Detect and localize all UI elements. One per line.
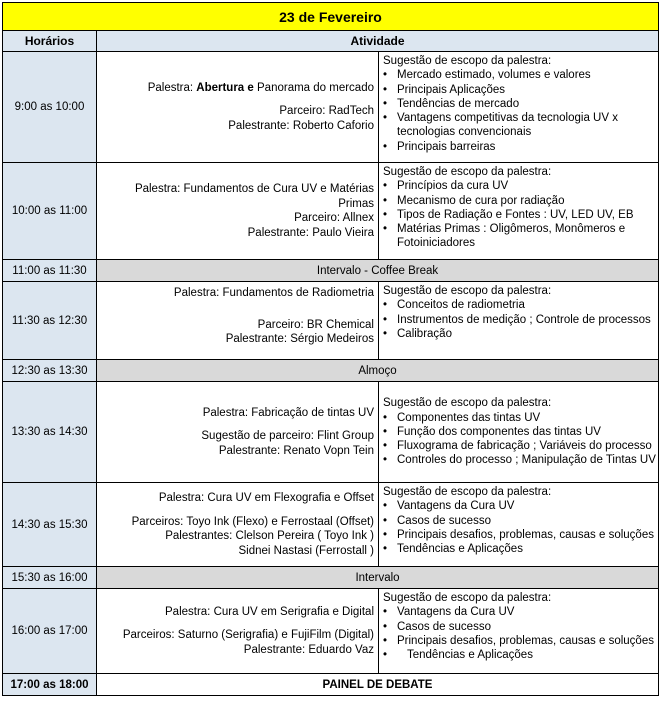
talk-partner: Parceiros: Saturno (Serigrafia) e FujiFilm (Digital) bbox=[122, 629, 374, 642]
talk-speaker: Palestrante: Sérgio Medeiros bbox=[225, 333, 374, 345]
scope-cell bbox=[379, 282, 659, 360]
schedule-row bbox=[3, 674, 659, 696]
scope-list bbox=[383, 605, 658, 662]
talk-cell bbox=[97, 282, 379, 360]
list-item: • Princípios da cura UV bbox=[383, 179, 658, 193]
talk-cell bbox=[97, 483, 379, 567]
list-item: • Casos de sucesso bbox=[383, 620, 658, 634]
list-item: • Fluxograma de fabricação ; Variáveis do processo bbox=[383, 439, 658, 453]
scope-heading: Sugestão de escopo da palestra: bbox=[383, 397, 552, 410]
talk-partner: Parceiros: Toyo Ink (Flexo) e Ferrostaal (Offset) bbox=[131, 515, 374, 528]
talk-speaker-2: Sidnei Nastasi (Ferrostall ) bbox=[238, 544, 374, 557]
talk-title: Palestra: Fundamentos de Radiometria bbox=[173, 287, 374, 299]
time-slot: 11:00 as 11:30 bbox=[3, 260, 97, 282]
header-activity: Atividade bbox=[97, 31, 659, 52]
list-item: • Mecanismo de cura por radiação bbox=[383, 194, 658, 208]
talk-speaker: Palestrante: Paulo Vieira bbox=[247, 226, 374, 239]
time-slot: 16:00 as 17:00 bbox=[3, 589, 97, 674]
talk-speaker: Palestrante: Renato Vopn Tein bbox=[218, 444, 374, 457]
list-item: • Principais desafios, problemas, causas e soluções bbox=[383, 528, 658, 542]
list-item: • Principais barreiras bbox=[383, 140, 658, 154]
talk-cell bbox=[97, 52, 379, 163]
scope-list bbox=[383, 68, 658, 154]
talk-title: Palestra: Abertura e Panorama do mercado bbox=[147, 81, 374, 94]
scope-heading: Sugestão de escopo da palestra: bbox=[383, 285, 552, 297]
schedule-row bbox=[3, 567, 659, 589]
list-item: • Principais Aplicações bbox=[383, 83, 658, 97]
scope-cell bbox=[379, 483, 659, 567]
schedule-row bbox=[3, 360, 659, 382]
schedule-row bbox=[3, 52, 659, 163]
schedule-row bbox=[3, 382, 659, 483]
scope-heading: Sugestão de escopo da palestra: bbox=[383, 166, 552, 178]
schedule-table bbox=[2, 2, 659, 696]
talk-cell bbox=[97, 589, 379, 674]
time-slot: 13:30 as 14:30 bbox=[3, 382, 97, 483]
list-item: • Mercado estimado, volumes e valores bbox=[383, 68, 658, 82]
list-item: • Matérias Primas : Oligômeros, Monômeros e Fotoiniciadores bbox=[383, 222, 658, 251]
break-label: Intervalo bbox=[97, 567, 659, 589]
list-item: • Tendências e Aplicações bbox=[383, 648, 658, 662]
scope-heading: Sugestão de escopo da palestra: bbox=[383, 592, 552, 604]
talk-cell bbox=[97, 163, 379, 260]
break-label: Intervalo - Coffee Break bbox=[97, 260, 659, 282]
list-item: • Componentes das tintas UV bbox=[383, 411, 658, 425]
schedule-row bbox=[3, 163, 659, 260]
list-item: • Casos de sucesso bbox=[383, 514, 658, 528]
scope-cell bbox=[379, 52, 659, 163]
talk-partner: Parceiro: Allnex bbox=[294, 212, 374, 224]
talk-title: Palestra: Fabricação de tintas UV bbox=[202, 406, 374, 419]
list-item: • Vantagens competitivas da tecnologia UV x tecnologias convencionais bbox=[383, 111, 658, 140]
list-item: • Função dos componentes das tintas UV bbox=[383, 425, 658, 439]
list-item: • Tendências e Aplicações bbox=[383, 542, 658, 556]
scope-cell bbox=[379, 589, 659, 674]
list-item: • Vantagens da Cura UV bbox=[383, 499, 658, 513]
scope-cell bbox=[379, 163, 659, 260]
list-item: • Instrumentos de medição ; Controle de processos bbox=[383, 313, 658, 327]
schedule-row bbox=[3, 260, 659, 282]
talk-cell bbox=[97, 382, 379, 483]
list-item: • Conceitos de radiometria bbox=[383, 298, 658, 312]
scope-list bbox=[383, 179, 658, 250]
list-item: • Calibração bbox=[383, 327, 658, 341]
schedule-row bbox=[3, 589, 659, 674]
scope-heading: Sugestão de escopo da palestra: bbox=[383, 55, 552, 67]
talk-speaker: Palestrantes: Clelson Pereira ( Toyo Ink ) bbox=[165, 530, 374, 542]
talk-title: Palestra: Cura UV em Flexografia e Offset bbox=[158, 492, 374, 504]
break-label: Almoço bbox=[97, 360, 659, 382]
time-slot: 14:30 as 15:30 bbox=[3, 483, 97, 567]
list-item: • Controles do processo ; Manipulação de Tintas UV bbox=[383, 453, 658, 467]
debate-label: PAINEL DE DEBATE bbox=[97, 674, 659, 696]
list-item: • Principais desafios, problemas, causas e soluções bbox=[383, 634, 658, 648]
scope-cell bbox=[379, 382, 659, 483]
talk-title: Palestra: Cura UV em Serigrafia e Digital bbox=[165, 605, 374, 618]
time-slot: 17:00 as 18:00 bbox=[3, 674, 97, 696]
list-item: • Vantagens da Cura UV bbox=[383, 605, 658, 619]
schedule-title: 23 de Fevereiro bbox=[3, 3, 659, 31]
time-slot: 9:00 as 10:00 bbox=[3, 52, 97, 163]
scope-list bbox=[383, 411, 658, 468]
talk-speaker: Palestrante: Roberto Caforio bbox=[228, 119, 374, 132]
list-item: • Tendências de mercado bbox=[383, 97, 658, 111]
schedule-row bbox=[3, 483, 659, 567]
talk-title: Palestra: Fundamentos de Cura UV e Matérias Primas bbox=[134, 183, 374, 210]
time-slot: 12:30 as 13:30 bbox=[3, 360, 97, 382]
scope-heading: Sugestão de escopo da palestra: bbox=[383, 486, 552, 498]
talk-partner: Parceiro: RadTech bbox=[279, 105, 374, 118]
schedule-row bbox=[3, 282, 659, 360]
scope-list bbox=[383, 298, 658, 341]
talk-partner: Parceiro: BR Chemical bbox=[257, 318, 374, 331]
header-time: Horários bbox=[3, 31, 97, 52]
time-slot: 10:00 as 11:00 bbox=[3, 163, 97, 260]
scope-list bbox=[383, 499, 658, 556]
list-item: • Tipos de Radiação e Fontes : UV, LED UV, EB bbox=[383, 208, 658, 222]
talk-speaker: Palestrante: Eduardo Vaz bbox=[243, 643, 374, 656]
time-slot: 11:30 as 12:30 bbox=[3, 282, 97, 360]
time-slot: 15:30 as 16:00 bbox=[3, 567, 97, 589]
talk-partner: Sugestão de parceiro: Flint Group bbox=[201, 430, 374, 443]
